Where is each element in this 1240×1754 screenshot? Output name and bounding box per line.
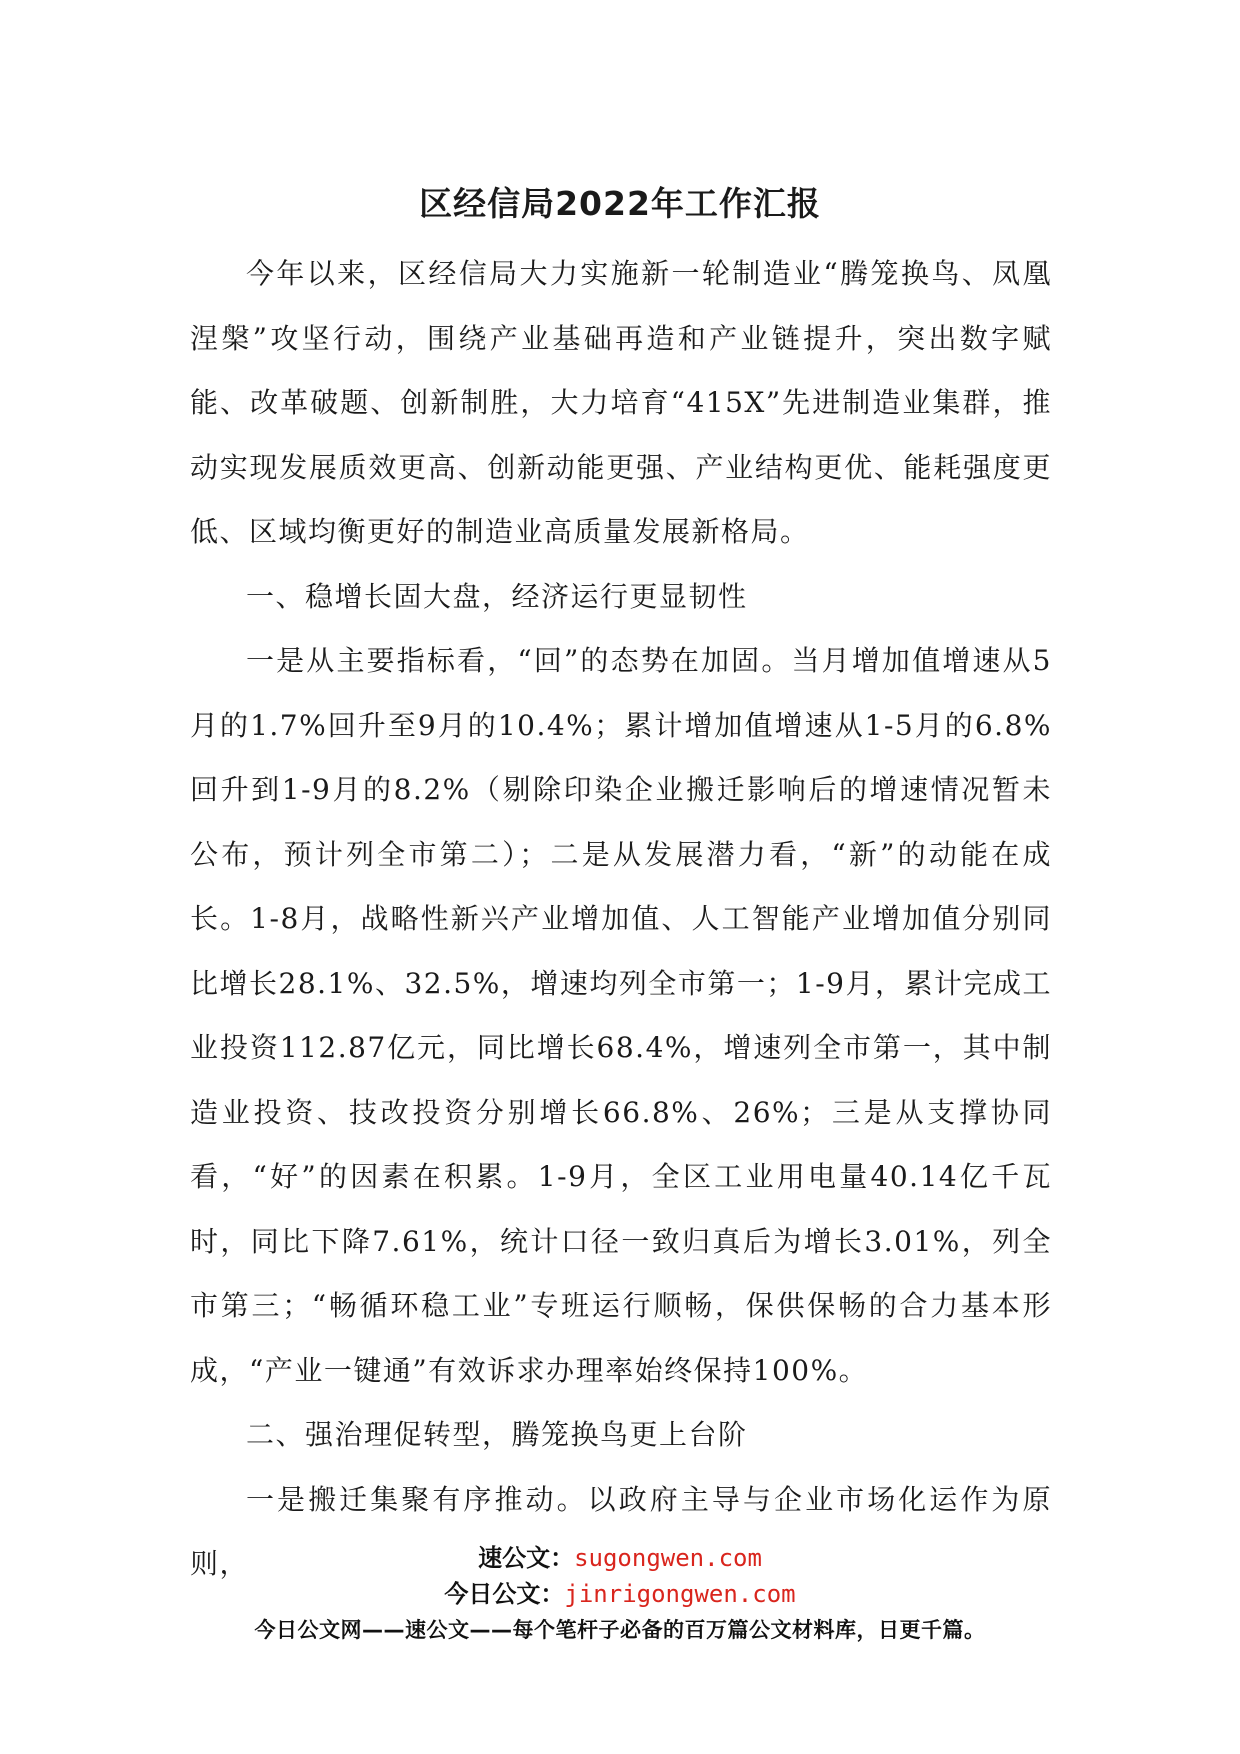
footer-jinrigongwen (0, 1574, 1240, 1609)
paragraph-section-2: 一是搬迁集聚有序推动。以政府主导与企业市场化运作为原则， (190, 1482, 1052, 1580)
footer-sugongwen-label: 速公文： (478, 1544, 575, 1572)
footer-slogan-text: 今日公文网——速公文——每个笔杆子必备的百万篇公文材料库，日更千篇。 (254, 1618, 986, 1642)
footer-sugongwen (0, 1538, 1240, 1573)
paragraph-intro: 今年以来，区经信局大力实施新一轮制造业“腾笼换鸟、凤凰涅槃”攻坚行动，围绕产业基础再造和产业链提升，突出数字赋能、改革破题、创新制胜，大力培育“415X”先进制造业集群，推动实现发展质效更高、创新动能更强、产业结构更优、能耗强度更低、区域均衡更好的制造业高质量发展新格局。 (190, 257, 1052, 548)
footer-jinrigongwen-label: 今日公文： (444, 1580, 565, 1608)
paragraph-section-1: 一是从主要指标看，“回”的态势在加固。当月增加值增速从5月的1.7%回升至9月的10.4%；累计增加值增速从1-5月的6.8%回升到1-9月的8.2%（剔除印染企业搬迁影响后的增速情况暂未公布，预计列全市第二）；二是从发展潜力看，“新”的动能在成长。1-8月，战略性新兴产业增加值、人工智能产业增加值分别同比增长28.1%、32.5%，增速均列全市第一；1-9月，累计完成工业投资112.87亿元，同比增长68.4%，增速列全市第一，其中制造业投资、技改投资分别增长66.8%、26%；三是从支撑协同看，“好”的因素在积累。1-9月，全区工业用电量40.14亿千瓦时，同比下降7.61%，统计口径一致归真后为增长3.01%，列全市第三；“畅循环稳工业”专班运行顺畅，保供保畅的合力基本形成，“产业一键通”有效诉求办理率始终保持100%。 (190, 644, 1052, 1387)
section-heading-2: 二、强治理促转型，腾笼换鸟更上台阶 (246, 1418, 748, 1451)
footer-slogan (0, 1614, 1240, 1644)
document-body (190, 242, 1052, 1597)
footer-jinrigongwen-link[interactable]: jinrigongwen.com (564, 1580, 796, 1608)
document-title: 区经信局2022年工作汇报 (419, 184, 821, 223)
section-heading-1: 一、稳增长固大盘，经济运行更显韧性 (246, 579, 748, 613)
footer-sugongwen-link[interactable]: sugongwen.com (574, 1544, 762, 1572)
